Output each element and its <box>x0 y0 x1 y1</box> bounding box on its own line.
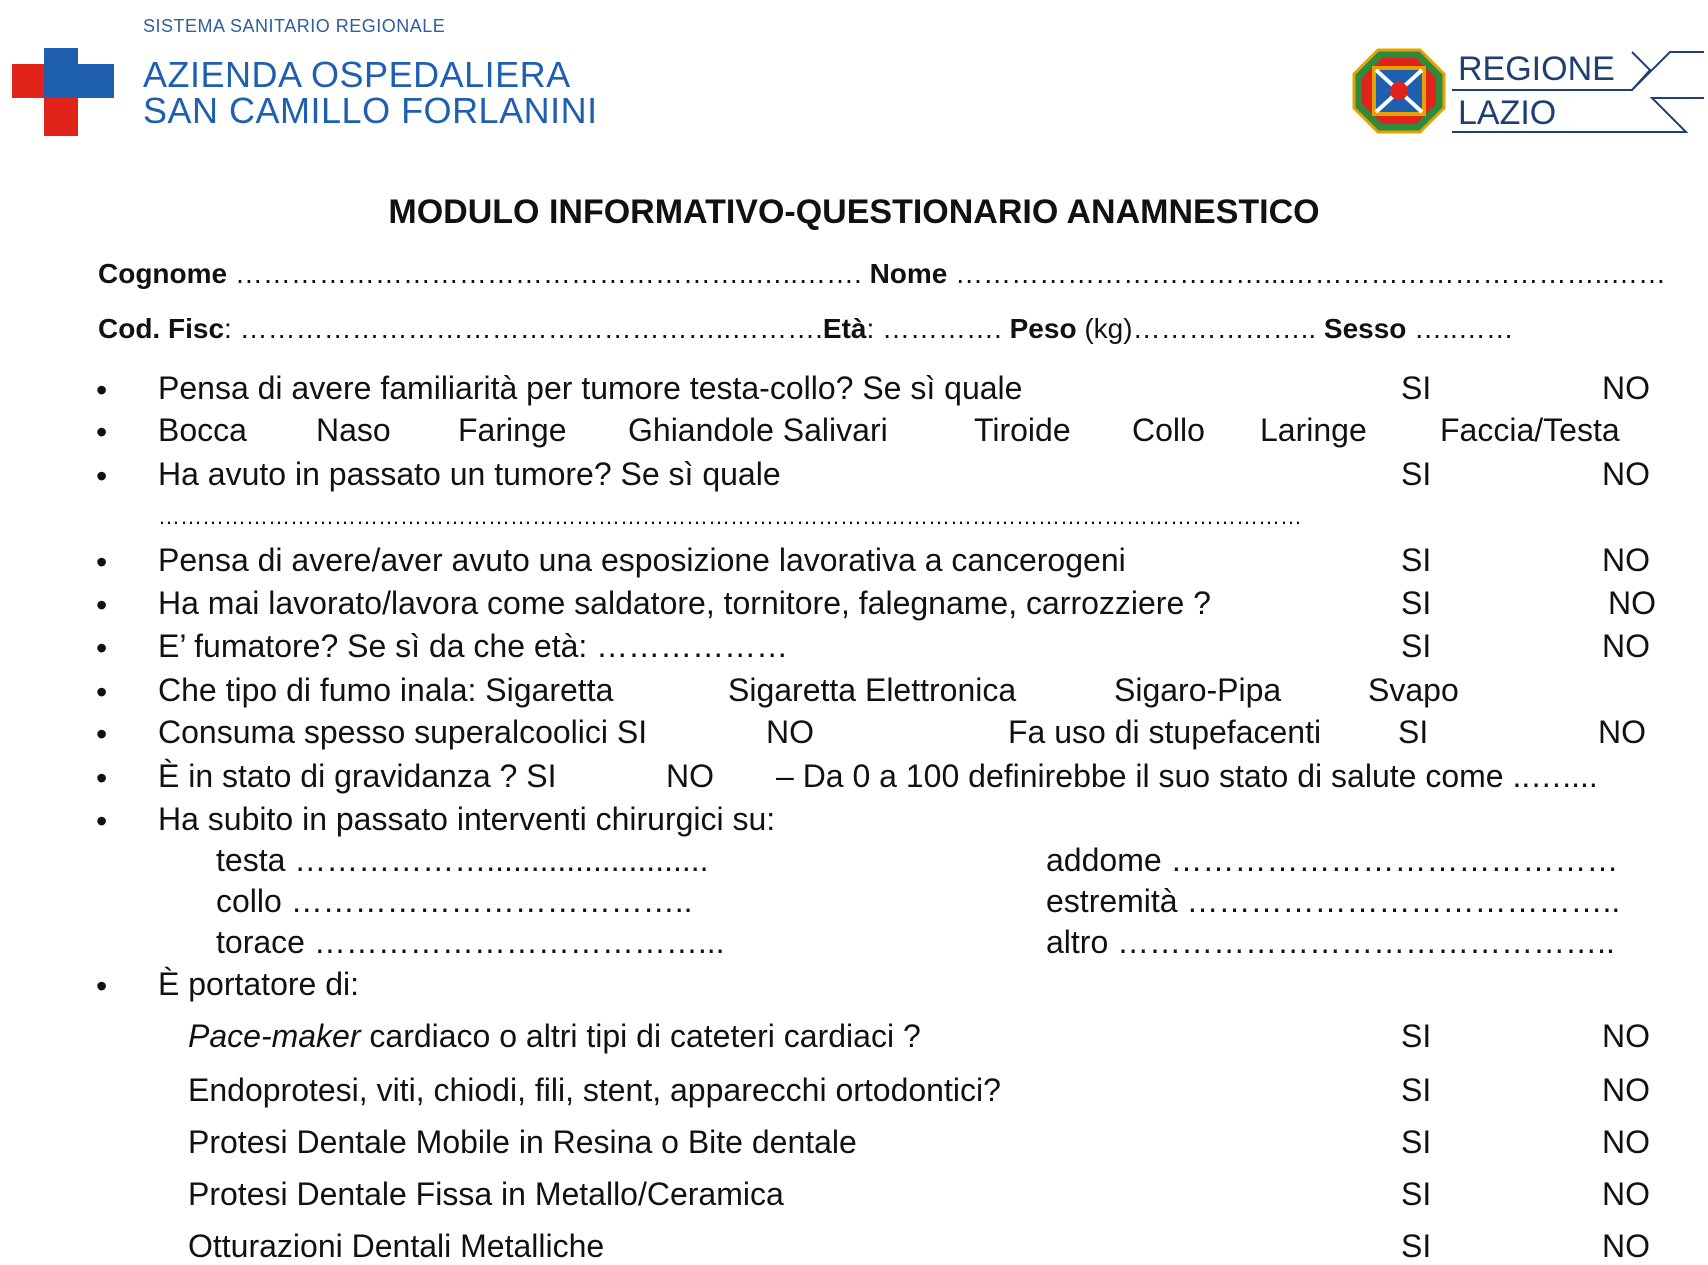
pacemaker-italic: Pace-maker <box>188 1018 361 1054</box>
region-emblem <box>1352 48 1446 134</box>
bullet: • <box>96 674 108 710</box>
answer-no-pacemaker[interactable]: NO <box>1602 1018 1650 1054</box>
answer-no-pregnancy[interactable]: NO <box>666 758 714 794</box>
region-crest-icon <box>1352 48 1446 134</box>
site-option-neck[interactable]: Collo <box>1132 412 1205 448</box>
device-metal-fillings: Otturazioni Dentali Metalliche <box>188 1228 605 1264</box>
firstname-field[interactable]: ……………………………...……………………………..…… <box>955 258 1667 289</box>
surname-label: Cognome <box>98 258 228 289</box>
device-endoprosthesis: Endoprotesi, viti, chiodi, fili, stent, apparecchi ortodontici? <box>188 1072 1001 1108</box>
answer-yes-metal-fillings[interactable]: SI <box>1401 1228 1432 1264</box>
answer-no-carcinogen[interactable]: NO <box>1602 542 1650 578</box>
weight-label: Peso <box>1009 313 1077 344</box>
site-option-salivary-glands[interactable]: Ghiandole Salivari <box>628 412 888 448</box>
answer-yes-family-history[interactable]: SI <box>1401 370 1432 406</box>
answer-no-alcohol[interactable]: NO <box>766 714 814 750</box>
question-carcinogen-exposure: Pensa di avere/aver avuto una esposizione lavorativa a cancerogeni <box>158 542 1126 578</box>
question-pregnancy[interactable]: È in stato di gravidanza ? SI <box>158 758 557 794</box>
surname-field[interactable]: ………………………………………………..…..……. <box>234 258 870 289</box>
question-health-score[interactable]: – Da 0 a 100 definirebbe il suo stato di salute come ..….... <box>776 758 1598 794</box>
site-option-larynx[interactable]: Laringe <box>1260 412 1367 448</box>
info-fields-row <box>98 313 1514 345</box>
region-name-line2: LAZIO <box>1458 94 1557 132</box>
answer-yes-carcinogen[interactable]: SI <box>1401 542 1432 578</box>
question-carrier: È portatore di: <box>158 966 359 1002</box>
bullet: • <box>96 544 108 580</box>
regional-system-label: SISTEMA SANITARIO REGIONALE <box>143 16 446 36</box>
cross-icon <box>12 44 114 140</box>
answer-no-metal-fillings[interactable]: NO <box>1602 1228 1650 1264</box>
sex-label: Sesso <box>1323 313 1407 344</box>
name-fields-row <box>98 258 1666 290</box>
smoke-type-vape[interactable]: Svapo <box>1368 672 1459 708</box>
bullet: • <box>96 803 108 839</box>
answer-yes-removable-denture[interactable]: SI <box>1401 1124 1432 1160</box>
site-option-nose[interactable]: Naso <box>316 412 391 448</box>
question-surgery: Ha subito in passato interventi chirurgici su: <box>158 801 776 837</box>
device-pacemaker <box>188 1018 921 1055</box>
fiscal-code-label: Cod. Fisc <box>98 313 225 344</box>
answer-yes-occupation[interactable]: SI <box>1401 585 1432 621</box>
site-option-face-head[interactable]: Faccia/Testa <box>1440 412 1620 448</box>
bullet: • <box>96 630 108 666</box>
answer-no-family-history[interactable]: NO <box>1602 370 1650 406</box>
hospital-name-line2: SAN CAMILLO FORLANINI <box>143 90 598 131</box>
surgery-abdomen-field[interactable]: addome …………………………………… <box>1046 842 1619 878</box>
surgery-neck-field[interactable]: collo ……………………………….. <box>216 883 693 919</box>
region-name-line1: REGIONE <box>1458 50 1615 88</box>
age-label: Età <box>822 313 867 344</box>
hospital-name-line1: AZIENDA OSPEDALIERA <box>143 54 571 95</box>
bullet: • <box>96 587 108 623</box>
site-option-mouth[interactable]: Bocca <box>158 412 247 448</box>
answer-no-occupation[interactable]: NO <box>1608 585 1656 621</box>
site-option-thyroid[interactable]: Tiroide <box>974 412 1071 448</box>
question-occupation: Ha mai lavorato/lavora come saldatore, tornitore, falegname, carrozziere ? <box>158 585 1211 621</box>
surgery-other-field[interactable]: altro ……………………………………….. <box>1046 924 1615 960</box>
device-removable-denture: Protesi Dentale Mobile in Resina o Bite dentale <box>188 1124 857 1160</box>
surgery-head-field[interactable]: testa ………………......................... <box>216 842 709 878</box>
answer-yes-past-tumor[interactable]: SI <box>1401 456 1432 492</box>
bullet: • <box>96 372 108 408</box>
answer-no-fixed-denture[interactable]: NO <box>1602 1176 1650 1212</box>
answer-yes-drugs[interactable]: SI <box>1398 714 1429 750</box>
answer-no-past-tumor[interactable]: NO <box>1602 456 1650 492</box>
answer-yes-fixed-denture[interactable]: SI <box>1401 1176 1432 1212</box>
smoke-type-e-cigarette[interactable]: Sigaretta Elettronica <box>728 672 1017 708</box>
firstname-label: Nome <box>869 258 948 289</box>
surgery-extremities-field[interactable]: estremità ………………………………….. <box>1046 883 1621 919</box>
fiscal-code-field[interactable]: : ……………………………………………..………. <box>224 313 823 344</box>
past-tumor-field[interactable]: ………………………………………………………………………………………………………………………………………… <box>158 504 1302 529</box>
smoke-type-cigarette[interactable]: Che tipo di fumo inala: Sigaretta <box>158 672 614 708</box>
question-family-history: Pensa di avere familiarità per tumore testa-collo? Se sì quale <box>158 370 1023 406</box>
weight-field[interactable]: (kg)……………….. <box>1076 313 1324 344</box>
bullet: • <box>96 760 108 796</box>
answer-yes-endoprosthesis[interactable]: SI <box>1401 1072 1432 1108</box>
answer-yes-pacemaker[interactable]: SI <box>1401 1018 1432 1054</box>
smoke-type-cigar-pipe[interactable]: Sigaro-Pipa <box>1114 672 1282 708</box>
answer-no-removable-denture[interactable]: NO <box>1602 1124 1650 1160</box>
question-smoker: E’ fumatore? Se sì da che età: ……………… <box>158 628 789 664</box>
question-drugs: Fa uso di stupefacenti <box>1008 714 1322 750</box>
document-title: MODULO INFORMATIVO-QUESTIONARIO ANAMNESTICO <box>388 193 1320 231</box>
question-past-tumor: Ha avuto in passato un tumore? Se sì quale <box>158 456 781 492</box>
site-option-pharynx[interactable]: Faringe <box>458 412 567 448</box>
bullet: • <box>96 968 108 1004</box>
sex-field[interactable]: …..…… <box>1406 313 1514 344</box>
bullet: • <box>96 414 108 450</box>
answer-no-drugs[interactable]: NO <box>1598 714 1646 750</box>
answer-no-endoprosthesis[interactable]: NO <box>1602 1072 1650 1108</box>
pacemaker-text: cardiaco o altri tipi di cateteri cardiaci ? <box>360 1018 921 1054</box>
hospital-logo <box>12 44 114 140</box>
device-fixed-denture: Protesi Dentale Fissa in Metallo/Ceramica <box>188 1176 784 1212</box>
surgery-chest-field[interactable]: torace ………………………………... <box>216 924 725 960</box>
bullet: • <box>96 458 108 494</box>
answer-no-smoker[interactable]: NO <box>1602 628 1650 664</box>
question-alcohol[interactable]: Consuma spesso superalcoolici SI <box>158 714 648 750</box>
age-field[interactable]: : …………. <box>866 313 1010 344</box>
bullet: • <box>96 716 108 752</box>
answer-yes-smoker[interactable]: SI <box>1401 628 1432 664</box>
